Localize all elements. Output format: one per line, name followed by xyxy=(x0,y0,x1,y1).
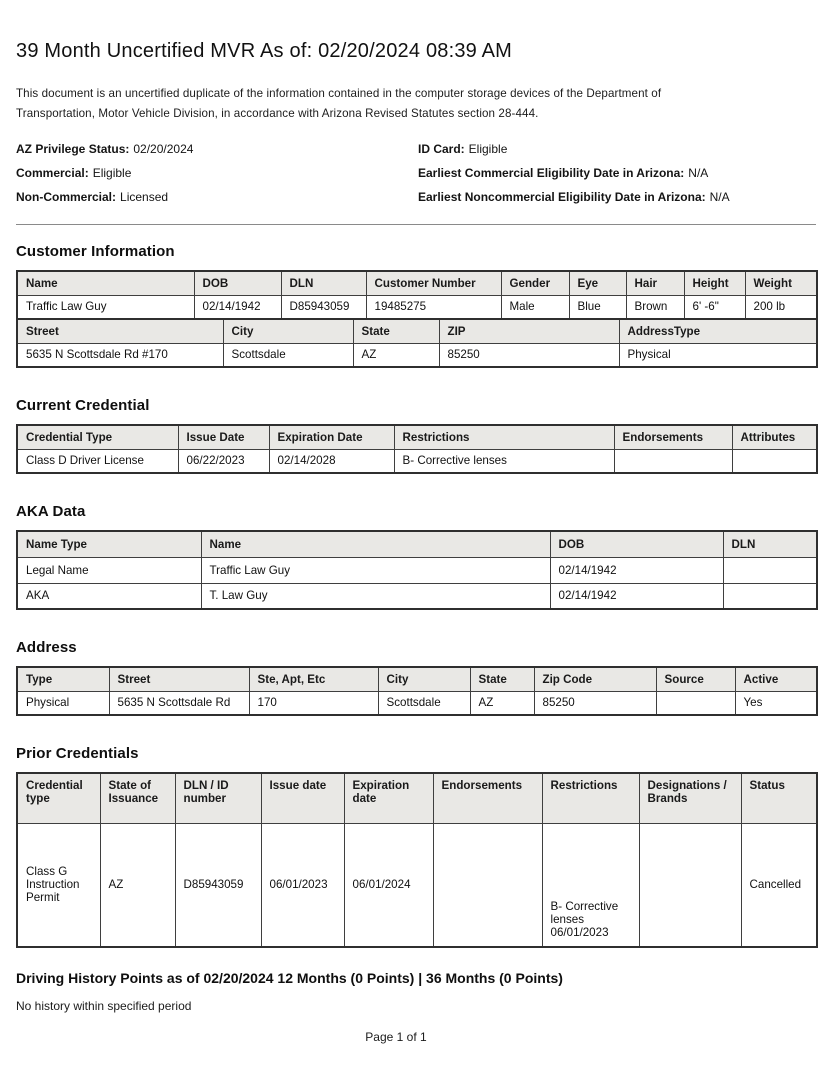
cell-source xyxy=(656,691,735,715)
table-header-row xyxy=(17,531,817,557)
cell-endorsements xyxy=(433,823,542,947)
cell-dln: D85943059 xyxy=(281,295,366,319)
cell-dln xyxy=(723,583,817,609)
cell-weight: 200 lb xyxy=(745,295,817,319)
cell-zip-code: 85250 xyxy=(534,691,656,715)
col-header-height: Height xyxy=(684,271,745,295)
cell-zip: 85250 xyxy=(439,343,619,367)
col-header-type: Type xyxy=(17,667,109,691)
col-header-street: Street xyxy=(109,667,249,691)
status-value: Eligible xyxy=(92,166,132,180)
col-header-state: State xyxy=(353,319,439,343)
status-earliest-noncommercial xyxy=(418,185,818,209)
cell-name-type: AKA xyxy=(17,583,201,609)
cell-eye: Blue xyxy=(569,295,626,319)
status-value: N/A xyxy=(688,166,709,180)
cell-name-type: Legal Name xyxy=(17,557,201,583)
status-id-card xyxy=(418,137,818,161)
col-header-credential-type: Credential Type xyxy=(17,425,178,449)
status-label: Earliest Commercial Eligibility Date in Arizona: xyxy=(418,166,685,180)
table-header-row xyxy=(17,425,817,449)
table-row xyxy=(17,449,817,473)
status-commercial xyxy=(16,161,418,185)
cell-status: Cancelled xyxy=(741,823,817,947)
status-value: N/A xyxy=(709,190,730,204)
cell-address-type: Physical xyxy=(619,343,817,367)
page-number: Page 1 of 1 xyxy=(365,1030,427,1044)
status-label: ID Card: xyxy=(418,142,465,156)
cell-customer-number: 19485275 xyxy=(366,295,501,319)
status-earliest-commercial xyxy=(418,161,818,185)
table-header-row xyxy=(17,319,817,343)
col-header-state: State xyxy=(470,667,534,691)
col-header-eye: Eye xyxy=(569,271,626,295)
cell-gender: Male xyxy=(501,295,569,319)
col-header-name: Name xyxy=(17,271,194,295)
cell-state: AZ xyxy=(470,691,534,715)
section-divider xyxy=(16,224,816,225)
status-label: Commercial: xyxy=(16,166,89,180)
cell-type: Physical xyxy=(17,691,109,715)
driving-history-heading: Driving History Points as of 02/20/2024 12 Months (0 Points) | 36 Months (0 Points) xyxy=(16,970,563,986)
cell-ste-apt: 170 xyxy=(249,691,378,715)
cell-attributes xyxy=(732,449,817,473)
cell-endorsements xyxy=(614,449,732,473)
cell-restrictions: B- Corrective lenses xyxy=(394,449,614,473)
status-az-privilege xyxy=(16,137,418,161)
col-header-restrictions: Restrictions xyxy=(542,773,639,823)
current-credential-table xyxy=(16,424,818,474)
col-header-status: Status xyxy=(741,773,817,823)
cell-credential-type: Class G Instruction Permit xyxy=(17,823,100,947)
cell-state: AZ xyxy=(353,343,439,367)
col-header-credential-type: Credential type xyxy=(17,773,100,823)
cell-name: T. Law Guy xyxy=(201,583,550,609)
document-title: 39 Month Uncertified MVR As of: 02/20/2024 08:39 AM xyxy=(16,40,513,62)
section-heading-prior-credentials: Prior Credentials xyxy=(16,745,139,762)
col-header-dob: DOB xyxy=(194,271,281,295)
col-header-issue-date: Issue date xyxy=(261,773,344,823)
cell-state-of-issuance: AZ xyxy=(100,823,175,947)
cell-dob: 02/14/1942 xyxy=(550,583,723,609)
table-row xyxy=(17,823,817,947)
col-header-weight: Weight xyxy=(745,271,817,295)
section-heading-address: Address xyxy=(16,639,77,656)
cell-issue-date: 06/22/2023 xyxy=(178,449,269,473)
table-header-row xyxy=(17,271,817,295)
col-header-state-of-issuance: State of Issuance xyxy=(100,773,175,823)
cell-hair: Brown xyxy=(626,295,684,319)
table-row xyxy=(17,343,817,367)
cell-expiration-date: 06/01/2024 xyxy=(344,823,433,947)
aka-data-table xyxy=(16,530,818,610)
col-header-street: Street xyxy=(17,319,223,343)
col-header-dln: DLN xyxy=(281,271,366,295)
cell-issue-date: 06/01/2023 xyxy=(261,823,344,947)
col-header-dob: DOB xyxy=(550,531,723,557)
status-non-commercial xyxy=(16,185,418,209)
col-header-dln-id-number: DLN / ID number xyxy=(175,773,261,823)
table-row xyxy=(17,691,817,715)
cell-street: 5635 N Scottsdale Rd #170 xyxy=(17,343,223,367)
col-header-zip: ZIP xyxy=(439,319,619,343)
table-header-row xyxy=(17,667,817,691)
table-row xyxy=(17,583,817,609)
col-header-hair: Hair xyxy=(626,271,684,295)
cell-dln-id-number: D85943059 xyxy=(175,823,261,947)
section-heading-aka-data: AKA Data xyxy=(16,503,86,520)
col-header-gender: Gender xyxy=(501,271,569,295)
col-header-designations-brands: Designations / Brands xyxy=(639,773,741,823)
customer-information-table-top xyxy=(16,270,818,320)
disclaimer-text: This document is an uncertified duplicate of the information contained in the computer storage devices of the Department of Transportation, Motor Vehicle Division, in accordance with Arizona Revised Statutes section 28-444. xyxy=(16,87,662,120)
cell-name: Traffic Law Guy xyxy=(201,557,550,583)
col-header-expiration-date: Expiration date xyxy=(344,773,433,823)
cell-street: 5635 N Scottsdale Rd xyxy=(109,691,249,715)
col-header-issue-date: Issue Date xyxy=(178,425,269,449)
cell-credential-type: Class D Driver License xyxy=(17,449,178,473)
col-header-source: Source xyxy=(656,667,735,691)
col-header-endorsements: Endorsements xyxy=(433,773,542,823)
status-value: Eligible xyxy=(468,142,508,156)
status-value: 02/20/2024 xyxy=(133,142,194,156)
cell-dob: 02/14/1942 xyxy=(194,295,281,319)
privilege-status-block xyxy=(16,137,818,209)
prior-credentials-table xyxy=(16,772,818,948)
section-heading-customer-information: Customer Information xyxy=(16,243,175,260)
col-header-endorsements: Endorsements xyxy=(614,425,732,449)
col-header-city: City xyxy=(223,319,353,343)
status-value: Licensed xyxy=(120,190,169,204)
table-header-row xyxy=(17,773,817,823)
status-column-left xyxy=(16,137,418,209)
driving-history-body: No history within specified period xyxy=(16,999,192,1013)
table-row xyxy=(17,557,817,583)
cell-active: Yes xyxy=(735,691,817,715)
col-header-expiration-date: Expiration Date xyxy=(269,425,394,449)
col-header-customer-number: Customer Number xyxy=(366,271,501,295)
cell-dln xyxy=(723,557,817,583)
col-header-address-type: AddressType xyxy=(619,319,817,343)
col-header-ste-apt: Ste, Apt, Etc xyxy=(249,667,378,691)
status-column-right xyxy=(418,137,818,209)
customer-information-table-bottom xyxy=(16,318,818,368)
col-header-city: City xyxy=(378,667,470,691)
status-label: AZ Privilege Status: xyxy=(16,142,130,156)
cell-dob: 02/14/1942 xyxy=(550,557,723,583)
col-header-restrictions: Restrictions xyxy=(394,425,614,449)
col-header-attributes: Attributes xyxy=(732,425,817,449)
cell-city: Scottsdale xyxy=(223,343,353,367)
col-header-zip-code: Zip Code xyxy=(534,667,656,691)
table-row xyxy=(17,295,817,319)
cell-expiration-date: 02/14/2028 xyxy=(269,449,394,473)
col-header-name-type: Name Type xyxy=(17,531,201,557)
cell-restrictions: B- Corrective lenses 06/01/2023 xyxy=(542,823,639,947)
col-header-active: Active xyxy=(735,667,817,691)
cell-height: 6' -6" xyxy=(684,295,745,319)
status-label: Non-Commercial: xyxy=(16,190,117,204)
col-header-name: Name xyxy=(201,531,550,557)
status-label: Earliest Noncommercial Eligibility Date in Arizona: xyxy=(418,190,706,204)
cell-designations-brands xyxy=(639,823,741,947)
cell-name: Traffic Law Guy xyxy=(17,295,194,319)
col-header-dln: DLN xyxy=(723,531,817,557)
cell-city: Scottsdale xyxy=(378,691,470,715)
section-heading-current-credential: Current Credential xyxy=(16,397,150,414)
address-table xyxy=(16,666,818,716)
